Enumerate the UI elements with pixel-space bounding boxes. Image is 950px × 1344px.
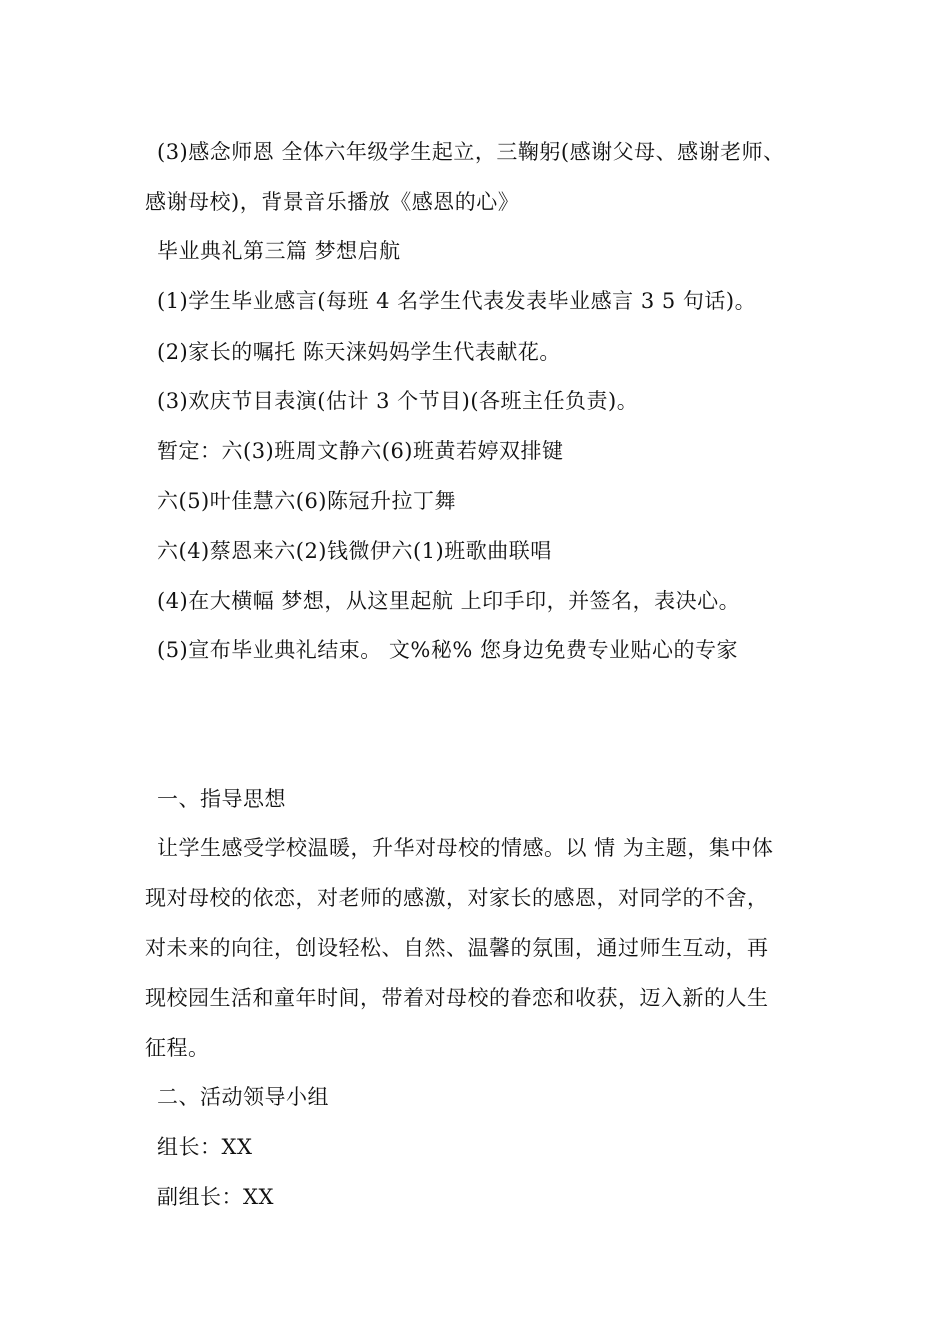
tentative-line-1: 暂定：六(3)班周文静六(6)班黄若婷双排键 — [157, 439, 564, 463]
list-item-2: (2)家长的嘱托 陈天涞妈妈学生代表献花。 — [157, 340, 561, 364]
list-item-1: (1)学生毕业感言(每班 4 名学生代表发表毕业感言 3 5 句话)。 — [157, 289, 757, 313]
paragraph-line-1: 让学生感受学校温暖，升华对母校的情感。以 情 为主题，集中体 — [157, 836, 774, 860]
ceremony-step-3-line-2: 感谢母校)，背景音乐播放《感恩的心》 — [145, 190, 520, 214]
paragraph-line-2: 现对母校的依恋，对老师的感激，对家长的感恩，对同学的不舍， — [145, 886, 769, 910]
tentative-line-2: 六(5)叶佳慧六(6)陈冠升拉丁舞 — [157, 489, 456, 513]
ceremony-step-3-line-1: (3)感念师恩 全体六年级学生起立，三鞠躬(感谢父母、感谢老师、 — [157, 140, 785, 164]
deputy-group-leader: 副组长：XX — [157, 1185, 274, 1209]
tentative-line-3: 六(4)蔡恩来六(2)钱微伊六(1)班歌曲联唱 — [157, 539, 552, 563]
list-item-4: (4)在大横幅 梦想，从这里起航 上印手印，并签名，表决心。 — [157, 589, 741, 613]
paragraph-line-5: 征程。 — [145, 1036, 210, 1060]
paragraph-line-3: 对未来的向往，创设轻松、自然、温馨的氛围，通过师生互动，再 — [145, 936, 769, 960]
paragraph-line-4: 现校园生活和童年时间，带着对母校的眷恋和收获，迈入新的人生 — [145, 986, 769, 1010]
section-heading-1: 一、指导思想 — [157, 787, 286, 811]
list-item-5: (5)宣布毕业典礼结束。 文%秘% 您身边免费专业贴心的专家 — [157, 638, 739, 662]
group-leader: 组长：XX — [157, 1135, 253, 1159]
section-heading-2: 二、活动领导小组 — [157, 1085, 329, 1109]
part-3-title: 毕业典礼第三篇 梦想启航 — [157, 239, 401, 263]
list-item-3: (3)欢庆节目表演(估计 3 个节目)(各班主任负责)。 — [157, 389, 639, 413]
